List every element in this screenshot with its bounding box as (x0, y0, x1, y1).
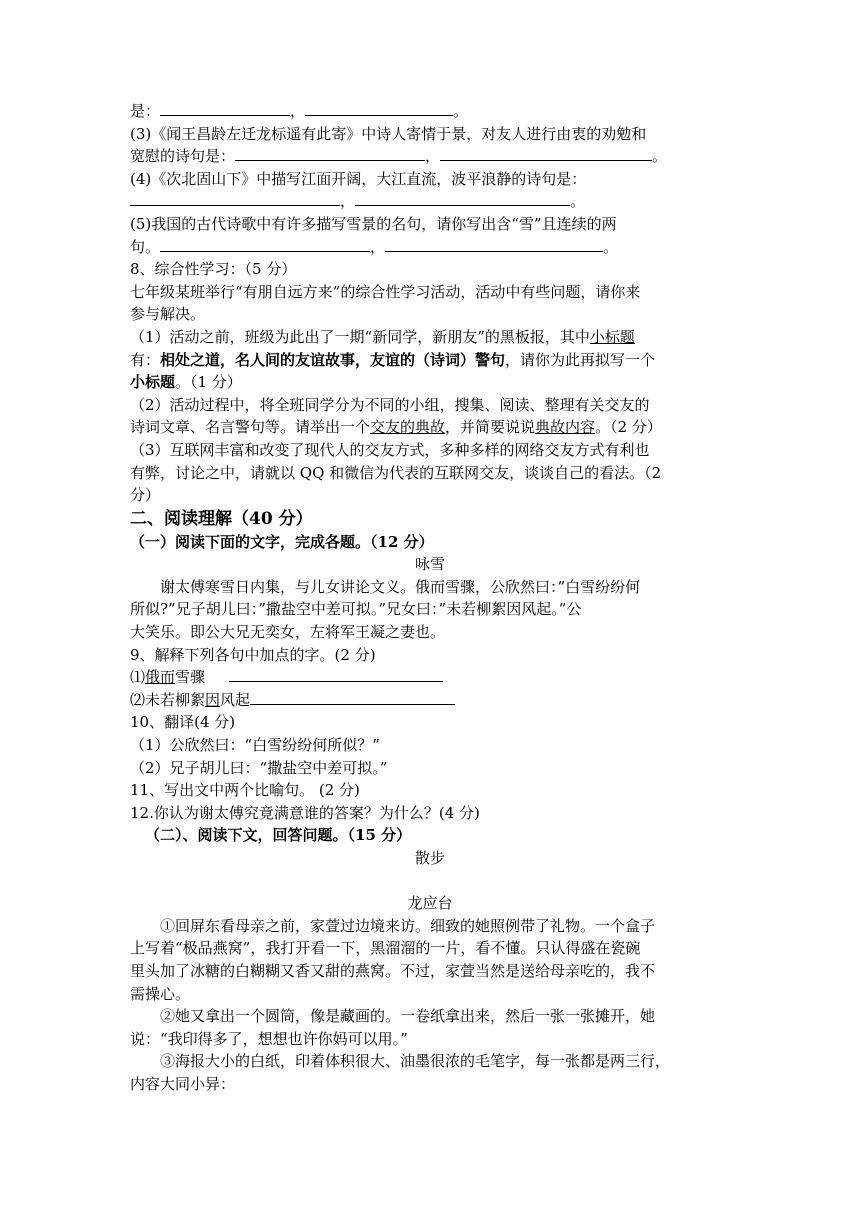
section-heading-reading: 二、阅读理解（40 分） (130, 508, 313, 529)
q3-line: (3)《闻王昌龄左迁龙标遥有此寄》中诗人寄情于景，对友人进行由衷的劝勉和 (130, 124, 647, 143)
passage-line: 所似?”兄子胡儿曰：”撒盐空中差可拟。”兄女曰：”未若柳絮因风起。”公 (130, 600, 582, 619)
subsection-2-heading: （二）、阅读下文，回答问题。（15 分） (145, 826, 412, 845)
q4-answer-line (130, 190, 730, 213)
q5-prompt: 句。 (130, 237, 161, 256)
essay-line: ②她又拿出一个圆筒，像是藏画的。一卷纸拿出来，然后一张一张摊开，她 (160, 1007, 656, 1026)
q9-text: 风起 (220, 690, 251, 709)
q8-2-text: 诗词文章、名言警句等。请举出一个 (130, 418, 371, 437)
q9-number: ⑴ (130, 668, 146, 687)
q8-intro-b: 参与解决。 (130, 305, 206, 324)
q3-answer-line (130, 145, 730, 168)
comma: ， (340, 192, 356, 211)
q5-line: (5)我国的古代诗歌中有许多描写雪景的名句，请你写出含“雪”且连续的两 (130, 214, 617, 233)
answer-blank[interactable] (160, 100, 290, 116)
essay-title: 散步 (414, 849, 445, 867)
answer-blank[interactable] (130, 190, 340, 206)
poem-title: 咏雪 (414, 555, 445, 574)
passage-line: 大笑乐。即公大兄无奕女，左将军王凝之妻也。 (130, 623, 446, 642)
answer-blank[interactable] (385, 236, 603, 252)
q8-1-line-b (130, 349, 730, 372)
q12: 12.你认为谢太傅究竟满意谁的答案？为什么？(4 分) (130, 803, 480, 822)
underlined-term: 因 (205, 690, 221, 709)
underlined-term: 小标题 (589, 327, 635, 346)
q8-2-text: ，并简要说说 (445, 418, 536, 437)
q8-1-line-c (130, 371, 730, 394)
q9-text: 雪骤 (175, 668, 206, 687)
answer-blank[interactable] (229, 666, 443, 682)
q8-1-text: （1）活动之前，班级为此出了一期“新同学，新朋友”的黑板报，其中 (130, 327, 590, 346)
q2-answer-line (130, 100, 730, 123)
q8-title: 8、综合性学习：（5 分） (130, 260, 297, 279)
q8-2-score: 。（2 分） (595, 418, 662, 437)
q11: 11、写出文中两个比喻句。 (2 分) (130, 781, 360, 800)
underlined-term: 俄而 (145, 668, 176, 687)
answer-blank[interactable] (235, 145, 425, 161)
period: 。 (453, 102, 469, 120)
q9-title: 9、解释下列各句中加点的字。(2 分) (130, 645, 376, 664)
q8-3-line-c: 分） (130, 486, 161, 505)
essay-line: 上写着“极品燕窝”，我打开看一下，黑溜溜的一片，看不懂。只认得盛在瓷碗 (130, 939, 641, 958)
essay-line: 内容大同小异： (130, 1074, 236, 1093)
q10-title: 10、翻译(4 分) (130, 713, 236, 732)
q8-1-score: 。（1 分） (175, 373, 242, 392)
period: 。 (570, 192, 586, 211)
essay-line: 需操心。 (130, 984, 191, 1003)
answer-blank[interactable] (250, 689, 455, 705)
q4-line: (4)《次北固山下》中描写江面开阔，大江直流，波平浪静的诗句是： (130, 169, 587, 188)
q5-answer-line (130, 236, 730, 259)
q8-1-text: 有： (130, 350, 161, 369)
q9-1-line (130, 666, 730, 689)
passage-line: 谢太傅寒雪日内集，与儿女讲论文义。俄而雪骤，公欣然曰：”白雪纷纷何 (160, 577, 641, 596)
underlined-term: 交友的典故 (370, 418, 446, 437)
answer-prefix: 是： (130, 102, 161, 120)
period: 。 (652, 147, 668, 166)
answer-blank[interactable] (305, 100, 453, 116)
exam-page (130, 100, 730, 1096)
q8-2-line-a: （2）活动过程中，将全班同学分为不同的小组，搜集、阅读、整理有关交友的 (130, 395, 650, 414)
q10-2: （2）兄子胡儿曰：“撒盐空中差可拟。” (130, 758, 388, 777)
q10-1: （1）公欣然曰：“白雪纷纷何所似？” (130, 736, 380, 755)
essay-line: ①回屏东看母亲之前，家萱过边境来访。细致的她照例带了礼物。一个盒子 (160, 916, 656, 935)
period: 。 (603, 237, 619, 256)
q9-text: ⑵未若柳絮 (130, 690, 206, 709)
q8-2-line-b (130, 416, 730, 439)
q8-intro-a: 七年级某班举行“有朋自远方来”的综合性学习活动，活动中有些问题，请你来 (130, 282, 641, 301)
q8-3-line-b: 有弊，讨论之中，请就以 QQ 和微信为代表的互联网交友，谈谈自己的看法。（2 (130, 463, 662, 482)
comma: ， (425, 147, 441, 166)
essay-line: ③海报大小的白纸，印着体积很大、油墨很浓的毛笔字，每一张都是两三行， (160, 1052, 671, 1071)
essay-line: 说：“我印得多了，想想也许你妈可以用。” (130, 1029, 408, 1048)
q8-3-line-a: （3）互联网丰富和改变了现代人的交友方式，多种多样的网络交友方式有利也 (130, 440, 650, 459)
essay-line: 里头加了冰糖的白糊糊又香又甜的燕窝。不过，家萱当然是送给母亲吃的，我不 (130, 961, 656, 980)
comma: ， (290, 102, 306, 120)
answer-blank[interactable] (440, 145, 652, 161)
q3-prompt: 宽慰的诗句是： (130, 147, 236, 166)
bold-term: 小标题 (130, 373, 176, 392)
q8-1-line-a (130, 326, 730, 349)
essay-author: 龙应台 (407, 894, 453, 913)
q8-1-text: ，请你为此再拟写一个 (505, 350, 656, 369)
answer-blank[interactable] (355, 190, 570, 206)
subsection-1-heading: （一）阅读下面的文字，完成各题。（12 分） (130, 532, 434, 551)
underlined-term: 典故内容 (535, 418, 596, 437)
q9-2-line (130, 689, 730, 712)
comma: ， (370, 237, 386, 256)
answer-blank[interactable] (160, 236, 370, 252)
bold-subtitles: 相处之道，名人间的友谊故事，友谊的（诗词）警句 (160, 350, 506, 369)
